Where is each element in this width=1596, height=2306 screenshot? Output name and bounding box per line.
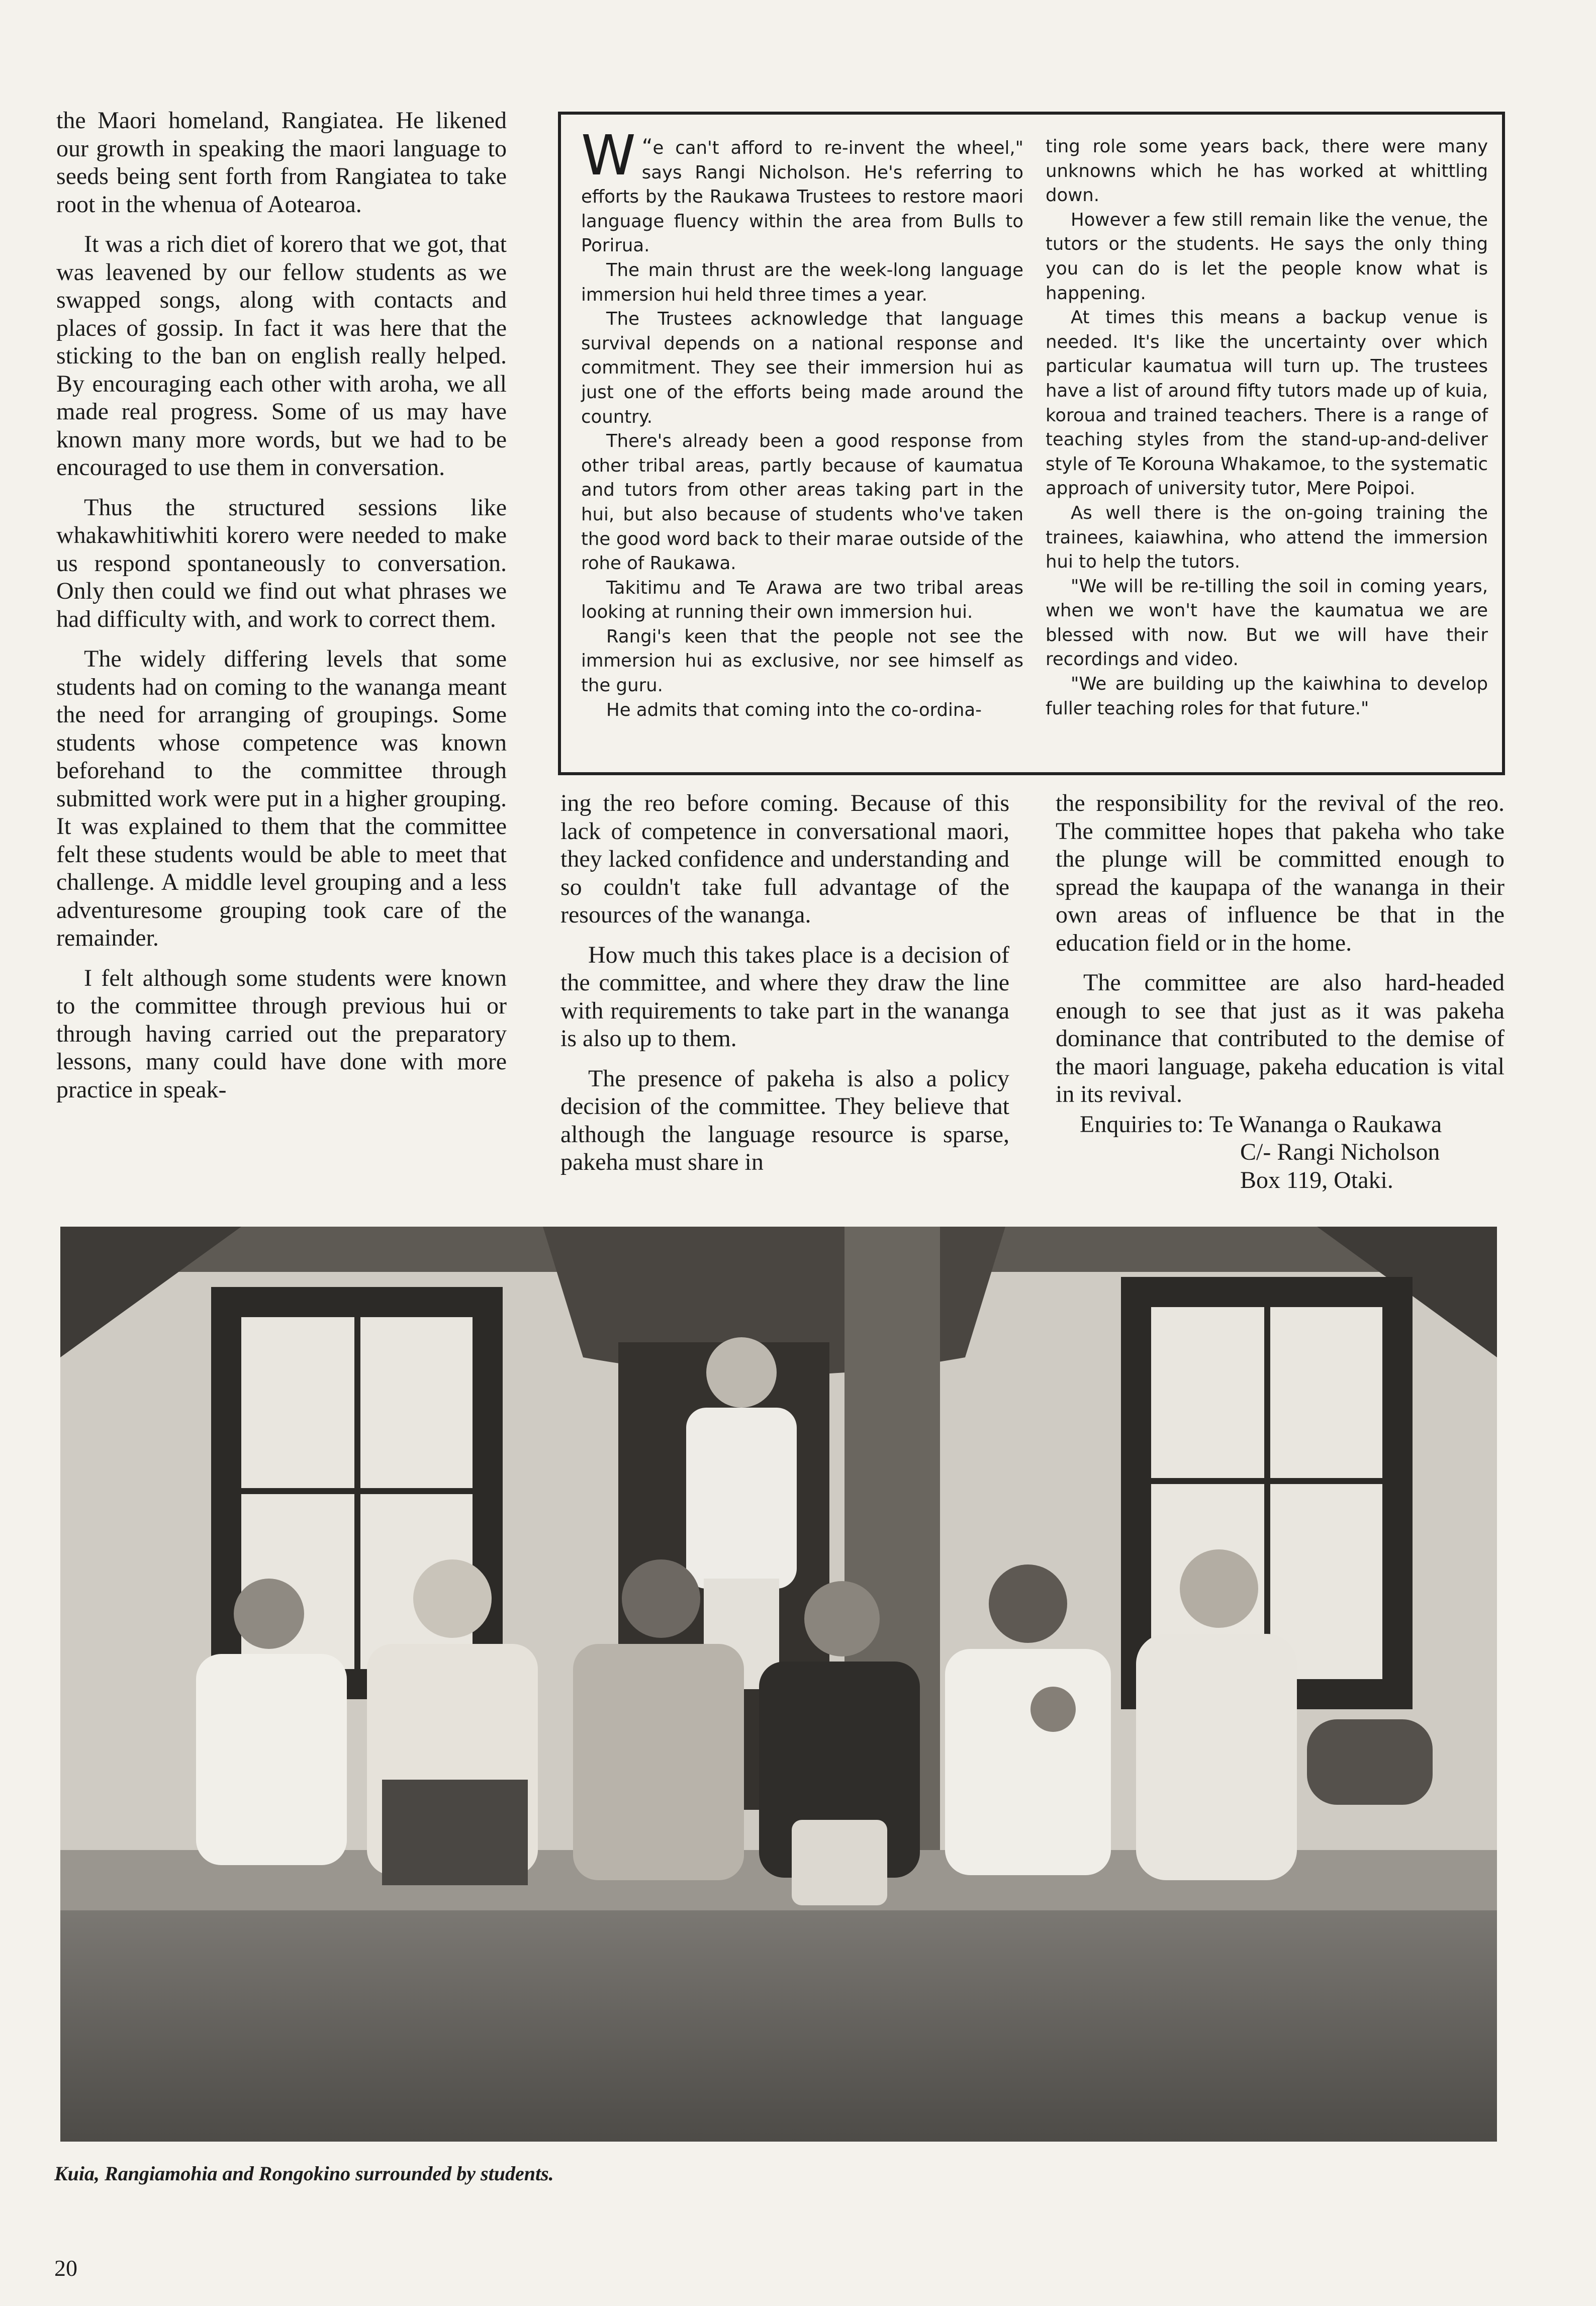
sidebar-paragraph: "We are building up the kaiwhina to develop fuller teaching roles for that future."	[1046, 674, 1488, 719]
sidebar-lead: W “e can't afford to re-invent the wheel," says Rangi Nicholson. He's referring to efforts by the Raukawa Trustees to restore maori language fluency within the area from Bulls to Porirua.	[581, 123, 1023, 256]
paragraph: I felt although some students were known to the committee through previous hui or through having carried out the preparatory lessons, many could have done with more practice in speak-	[56, 964, 507, 1103]
photo-scene	[60, 1227, 1497, 2142]
paragraph: The committee are also hard-headed enough to see that just as it was pakeha dominance that contributed to the demise of the maori language, pakeha education is vital in its revival.	[1056, 969, 1505, 1108]
sidebar-paragraph: He admits that coming into the co-ordina-	[606, 699, 982, 720]
sidebar-paragraph: However a few still remain like the venue, the tutors or the students. He says the only thing you can do is let the people know what is happening.	[1046, 209, 1488, 304]
lawn	[60, 1910, 1497, 2142]
dropcap: W	[581, 123, 636, 188]
sidebar-paragraph: Takitimu and Te Arawa are two tribal areas looking at running their own immersion hui.	[581, 577, 1023, 623]
sidebar-box	[558, 112, 1505, 775]
paragraph: Thus the structured sessions like whakawhitiwhiti korero were needed to make us respond spontaneously to conversation. Only then could we find out what phrases we had difficulty with, and work to correct them.	[56, 494, 507, 632]
photo-caption: Kuia, Rangiamohia and Rongokino surrounded by students.	[54, 2162, 554, 2185]
sidebar-paragraph: "We will be re-tilling the soil in coming years, when we won't have the kaumatua we are blessed with now. But we will have their recordings and video.	[1046, 576, 1488, 670]
group-photo	[60, 1227, 1497, 2142]
sidebar-paragraph: The Trustees acknowledge that language survival depends on a national response and commitment. They see their immersion hui as just one of the efforts being made around the country.	[581, 309, 1023, 427]
sidebar-paragraph: There's already been a good response from other tribal areas, partly because of kaumatua and tutors from other areas taking part in the hui, but also because of students who've taken the good word back to their marae outside of the rohe of Raukawa.	[581, 431, 1023, 574]
paragraph: The widely differing levels that some students had on coming to the wananga meant the need for arranging of groupings. Some students whose competence was known beforehand to the committee through submitted work were put in a higher grouping. It was explained to them that the committee felt these students would be able to meet that challenge. A middle level grouping and a less adventuresome grouping took care of the remainder.	[56, 645, 507, 951]
sidebar-paragraph: The main thrust are the week-long language immersion hui held three times a year.	[581, 259, 1023, 305]
enquiries-label: Enquiries to:	[1080, 1111, 1204, 1138]
enquiries: Enquiries to: Te Wananga o Raukawa C/- Rangi Nicholson Box 119, Otaki.	[1080, 1111, 1442, 1193]
sidebar-column-1	[581, 123, 1023, 722]
page-number: 20	[54, 2255, 77, 2281]
paragraph: How much this takes place is a decision of the committee, and where they draw the line with requirements to take part in the wananga is also up to them.	[560, 941, 1009, 1052]
right-column	[1056, 789, 1505, 1206]
left-column	[56, 107, 507, 1116]
paragraph: ing the reo before coming. Because of this lack of competence in conversational maori, they lacked confidence and understanding and so couldn't take full advantage of the resources of the wananga.	[560, 790, 1009, 928]
sidebar-paragraph: ting role some years back, there were many unknowns which he has worked at whittling down.	[1046, 136, 1488, 206]
sidebar-column-2	[1046, 135, 1488, 721]
paragraph: The presence of pakeha is also a policy decision of the committee. They believe that although the language resource is sparse, pakeha must share in	[560, 1065, 1009, 1175]
bag	[1307, 1719, 1433, 1805]
paragraph: It was a rich diet of korero that we got, that was leavened by our fellow students as we swapped songs, along with contacts and places of gossip. In fact it was here that the sticking to the ban on english really helped. By encouraging each other with aroha, we all made real progress. Some of us may have known many more words, but we had to be encouraged to use them in conversation.	[56, 231, 507, 481]
paragraph: the Maori homeland, Rangiatea. He likened our growth in speaking the maori language to seeds being sent forth from Rangiatea to take root in the whenua of Aotearoa.	[56, 107, 507, 218]
paragraph: the responsibility for the revival of the reo. The committee hopes that pakeha who take the plunge will be committed enough to spread the kaupapa of the wananga in their own areas of influence be that in the education field or in the home.	[1056, 790, 1505, 956]
sidebar-paragraph: At times this means a backup venue is needed. It's like the uncertainty over which particular kaumatua will turn up. The trustees have a list of around fifty tutors made up of kuia, koroua and trained teachers. There is a range of teaching styles from the stand-up-and-deliver style of Te Korouna Whakamoe, to the systematic approach of university tutor, Mere Poipoi.	[1046, 307, 1488, 499]
middle-column	[560, 789, 1009, 1188]
sidebar-paragraph: Rangi's keen that the people not see the immersion hui as exclusive, nor see himself as the guru.	[581, 626, 1023, 696]
sidebar-paragraph: As well there is the on-going training the trainees, kaiawhina, who attend the immersion hui to help the tutors.	[1046, 502, 1488, 573]
